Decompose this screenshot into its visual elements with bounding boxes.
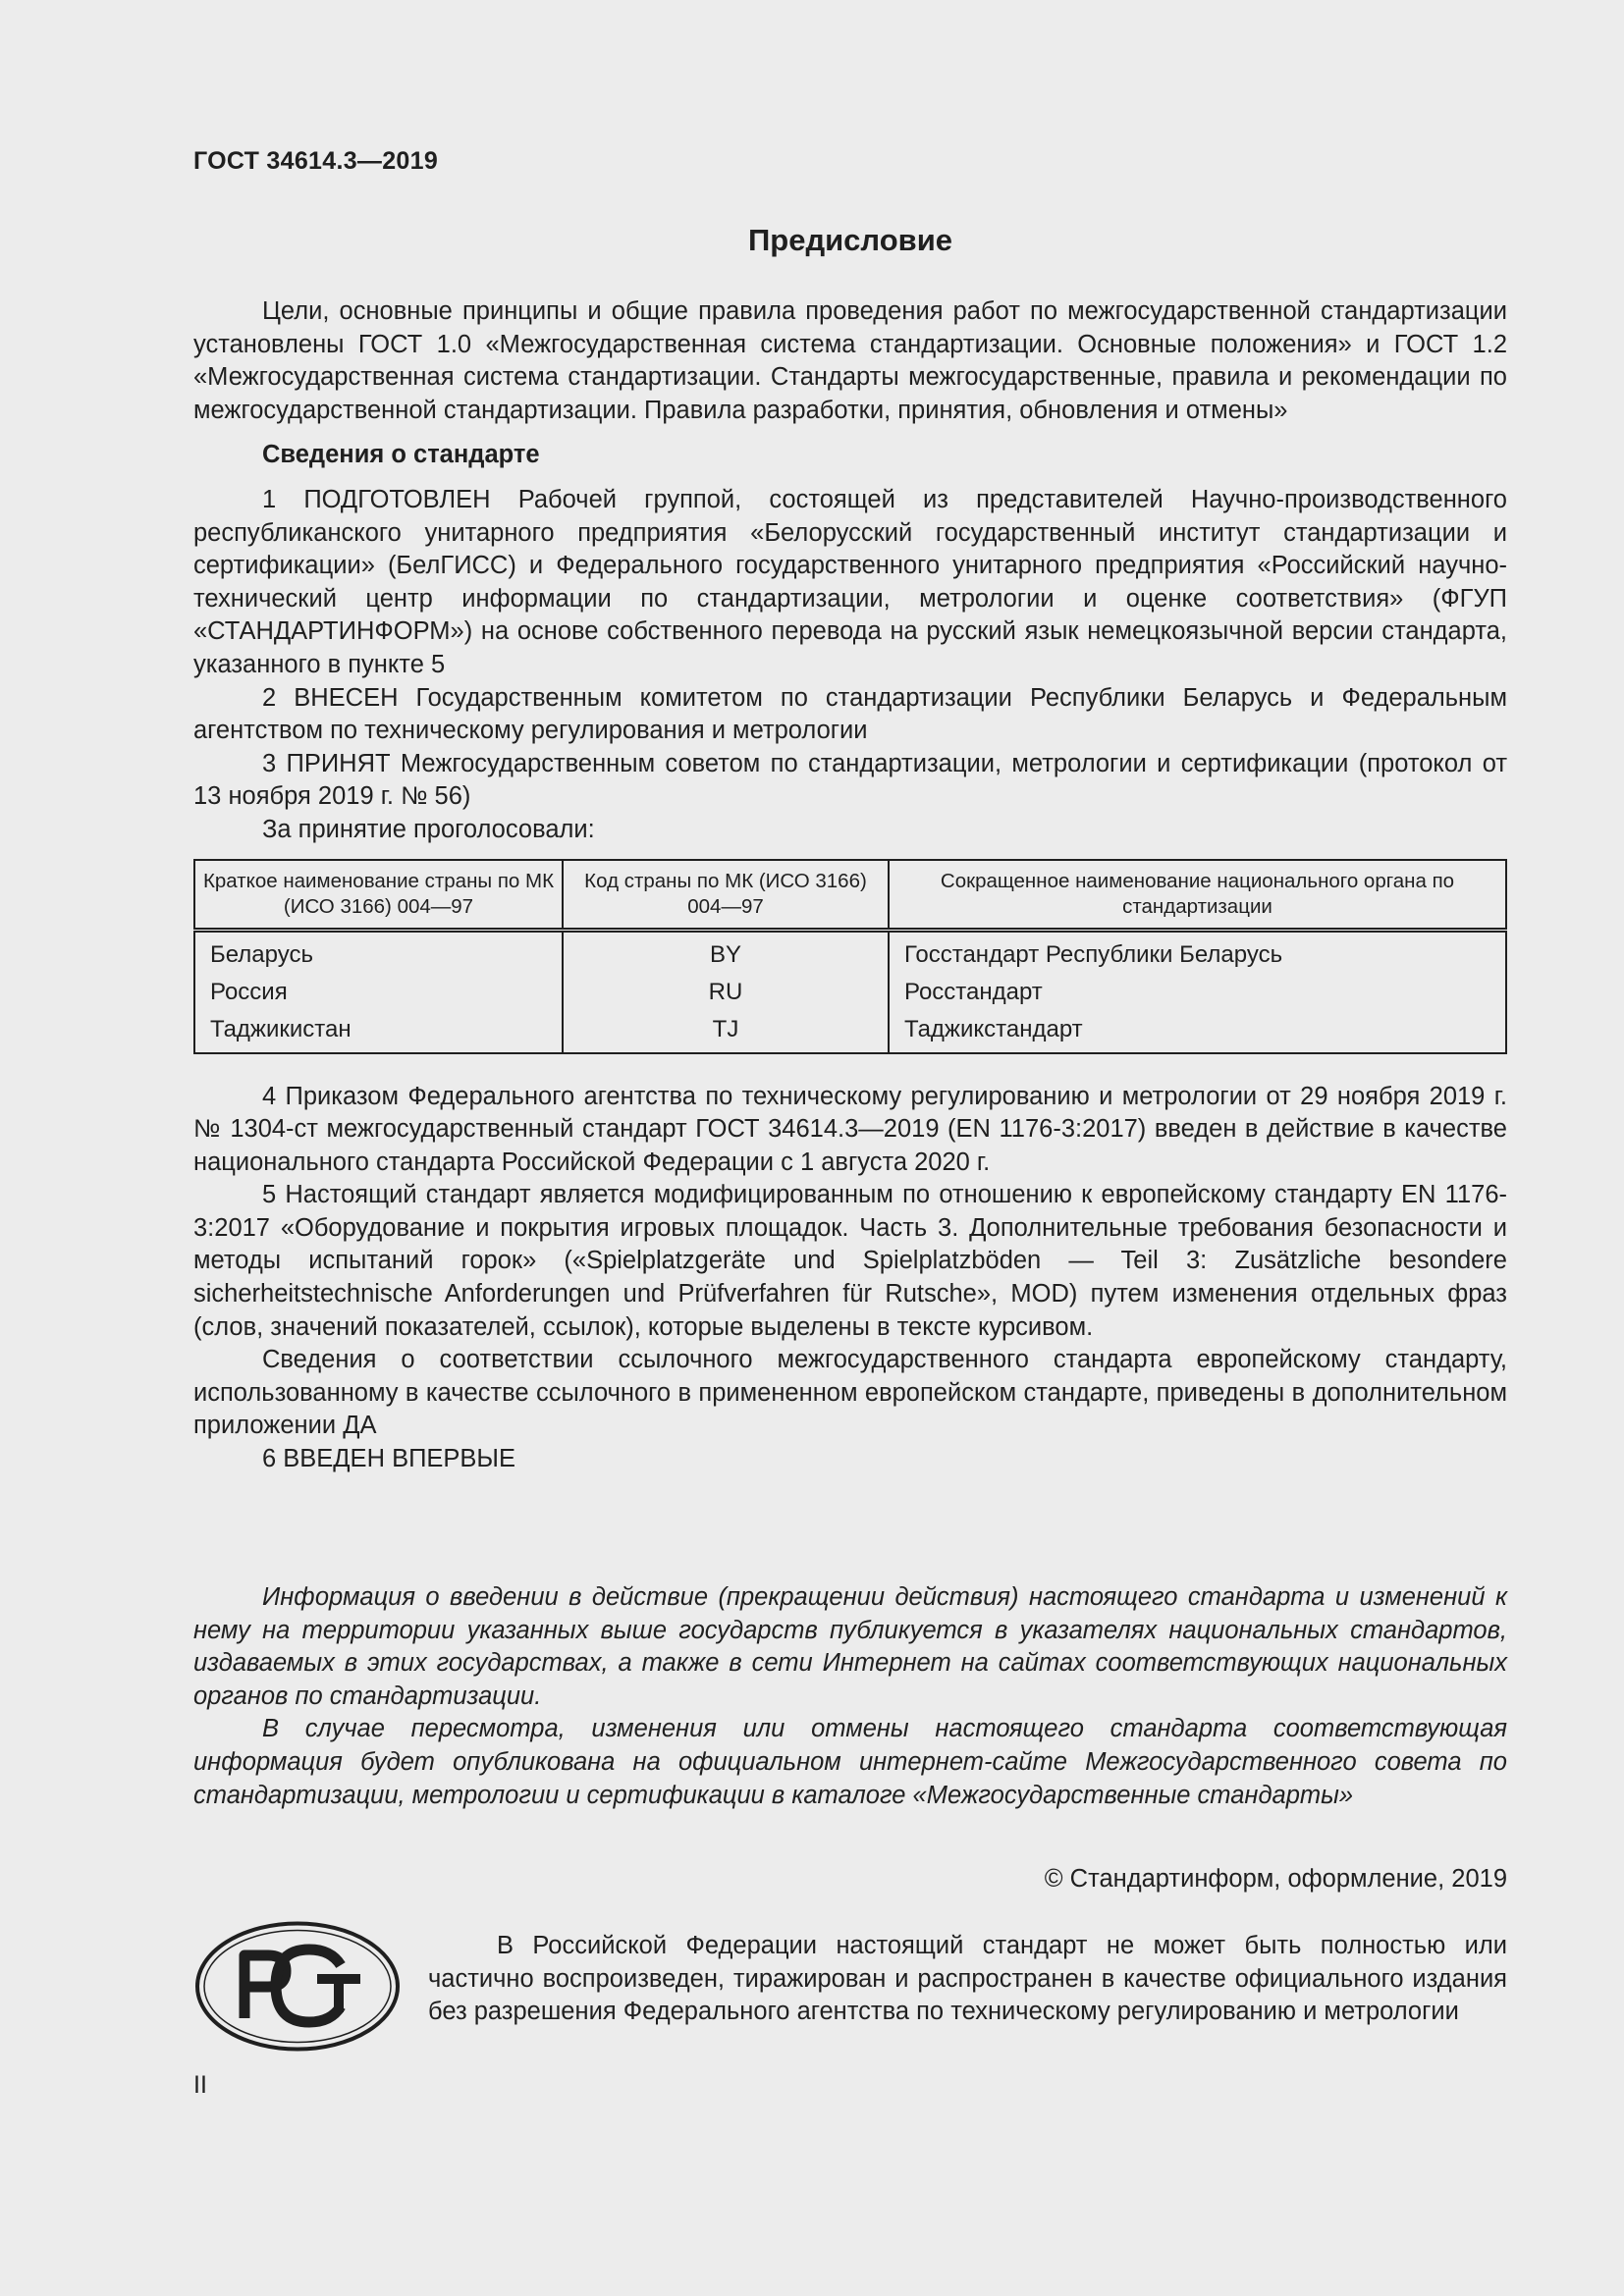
voting-table (193, 859, 1507, 1054)
header-country-code: Код страны по МК (ИСО 3166) 004—97 (563, 860, 889, 931)
table-row (194, 1011, 1506, 1053)
copyright-notice (428, 1930, 1507, 2029)
item-4-order: 4 Приказом Федерального агентства по техническому регулированию и метрологии от 29 ноября 2019 г. № 1304-ст межгосударственный стандарт ГОСТ 34614.3—2019 (EN 1176-3:2017) введен в действие в качестве национального стандарта Российской Федерации с 1 августа 2020 г. (193, 1082, 1507, 1176)
foreword-body (193, 295, 1507, 1476)
cell-body: Таджикстандарт (904, 1015, 1083, 1042)
voted-label: За принятие проголосовали: (262, 815, 595, 843)
cell-country: Таджикистан (194, 1011, 563, 1053)
page-number: II (193, 2071, 207, 2099)
intro-paragraph: Цели, основные принципы и общие правила проведения работ по межгосударственной стандартизации установлены ГОСТ 1.0 «Межгосударственная система стандартизации. Основные положения» и ГОСТ 1.2 «Межгосударственная система стандартизации. Стандарты межгосударственные, правила и рекомендации по межгосударственной стандартизации. Правила разработки, принятия, обновления и отмены» (193, 297, 1507, 424)
info-paragraph-1: Информация о введении в действие (прекращении действия) настоящего стандарта и изменений к нему на территории указанных выше государств публикуется в указателях национальных стандартов, издаваемых в этих государствах, а также в сети Интернет на сайтах соответствующих национальных органов по стандартизации. (193, 1583, 1507, 1710)
cell-code: RU (563, 974, 889, 1011)
page-title: Предисловие (747, 223, 952, 257)
section-subheading: Сведения о стандарте (262, 441, 540, 469)
document-code: ГОСТ 34614.3—2019 (193, 147, 439, 175)
table-row (194, 930, 1506, 974)
info-block (193, 1581, 1507, 1812)
item-6-introduced: 6 ВВЕДЕН ВПЕРВЫЕ (262, 1445, 516, 1473)
cell-code: BY (563, 930, 889, 974)
table-header-row (194, 860, 1506, 931)
cell-body: Росстандарт (904, 978, 1043, 1005)
item-2-submitted: 2 ВНЕСЕН Государственным комитетом по стандартизации Республики Беларусь и Федеральным агентством по техническому регулирования и метрологии (193, 683, 1507, 745)
info-paragraph-2: В случае пересмотра, изменения или отмены настоящего стандарта соответствующая информация будет опубликована на официальном интернет-сайте Межгосударственного совета по стандартизации, метрологии и сертификации в каталоге «Межгосударственные стандарты» (193, 1715, 1507, 1809)
cell-code: TJ (563, 1011, 889, 1053)
header-country-name: Краткое наименование страны по МК (ИСО 3166) 004—97 (194, 860, 563, 931)
cell-country: Россия (194, 974, 563, 1011)
item-5-modified: 5 Настоящий стандарт является модифицированным по отношению к европейскому стандарту EN 1176-3:2017 «Оборудование и покрытия игровых площадок. Часть 3. Дополнительные требования безопасности и методы испытаний горок» («Spielplatzgeräte und Spielplatzböden — Teil 3: Zusätzliche besondere sicherheitstechnische Anforderungen und Prüfverfahren für Rutsche», MOD) путем изменения отдельных фраз (слов, значений показателей, ссылок), которые выделены в тексте курсивом. (193, 1181, 1507, 1341)
item-1-prepared: 1 ПОДГОТОВЛЕН Рабочей группой, состоящей из представителей Научно-производственного республиканского унитарного предприятия «Белорусский государственный институт стандартизации и сертификации» (БелГИСС) и Федерального государственного унитарного предприятия «Российский научно-технический центр информации по стандартизации, метрологии и оценке соответствия» (ФГУП «СТАНДАРТИНФОРМ») на основе собственного перевода на русский язык немецкоязычной версии стандарта, указанного в пункте 5 (193, 485, 1507, 678)
table-row (194, 974, 1506, 1011)
item-5-reference-note: Сведения о соответствии ссылочного межгосударственного стандарта европейскому стандарту, использованному в качестве ссылочного в примененном европейском стандарте, приведены в дополнительном приложении ДА (193, 1346, 1507, 1440)
cell-body: Госстандарт Республики Беларусь (904, 940, 1283, 968)
cell-country: Беларусь (194, 930, 563, 974)
header-standards-body: Сокращенное наименование национального органа по стандартизации (889, 860, 1506, 931)
copyright-line: © Стандартинформ, оформление, 2019 (1044, 1865, 1507, 1893)
notice-paragraph: В Российской Федерации настоящий стандарт не может быть полностью или частично воспроизведен, тиражирован и распространен в качестве официального издания без разрешения Федерального агентства по техническому регулированию и метрологии (428, 1932, 1507, 2026)
rst-certification-logo-icon (193, 1920, 402, 2053)
item-3-adopted: 3 ПРИНЯТ Межгосударственным советом по стандартизации, метрологии и сертификации (протокол от 13 ноября 2019 г. № 56) (193, 749, 1507, 811)
